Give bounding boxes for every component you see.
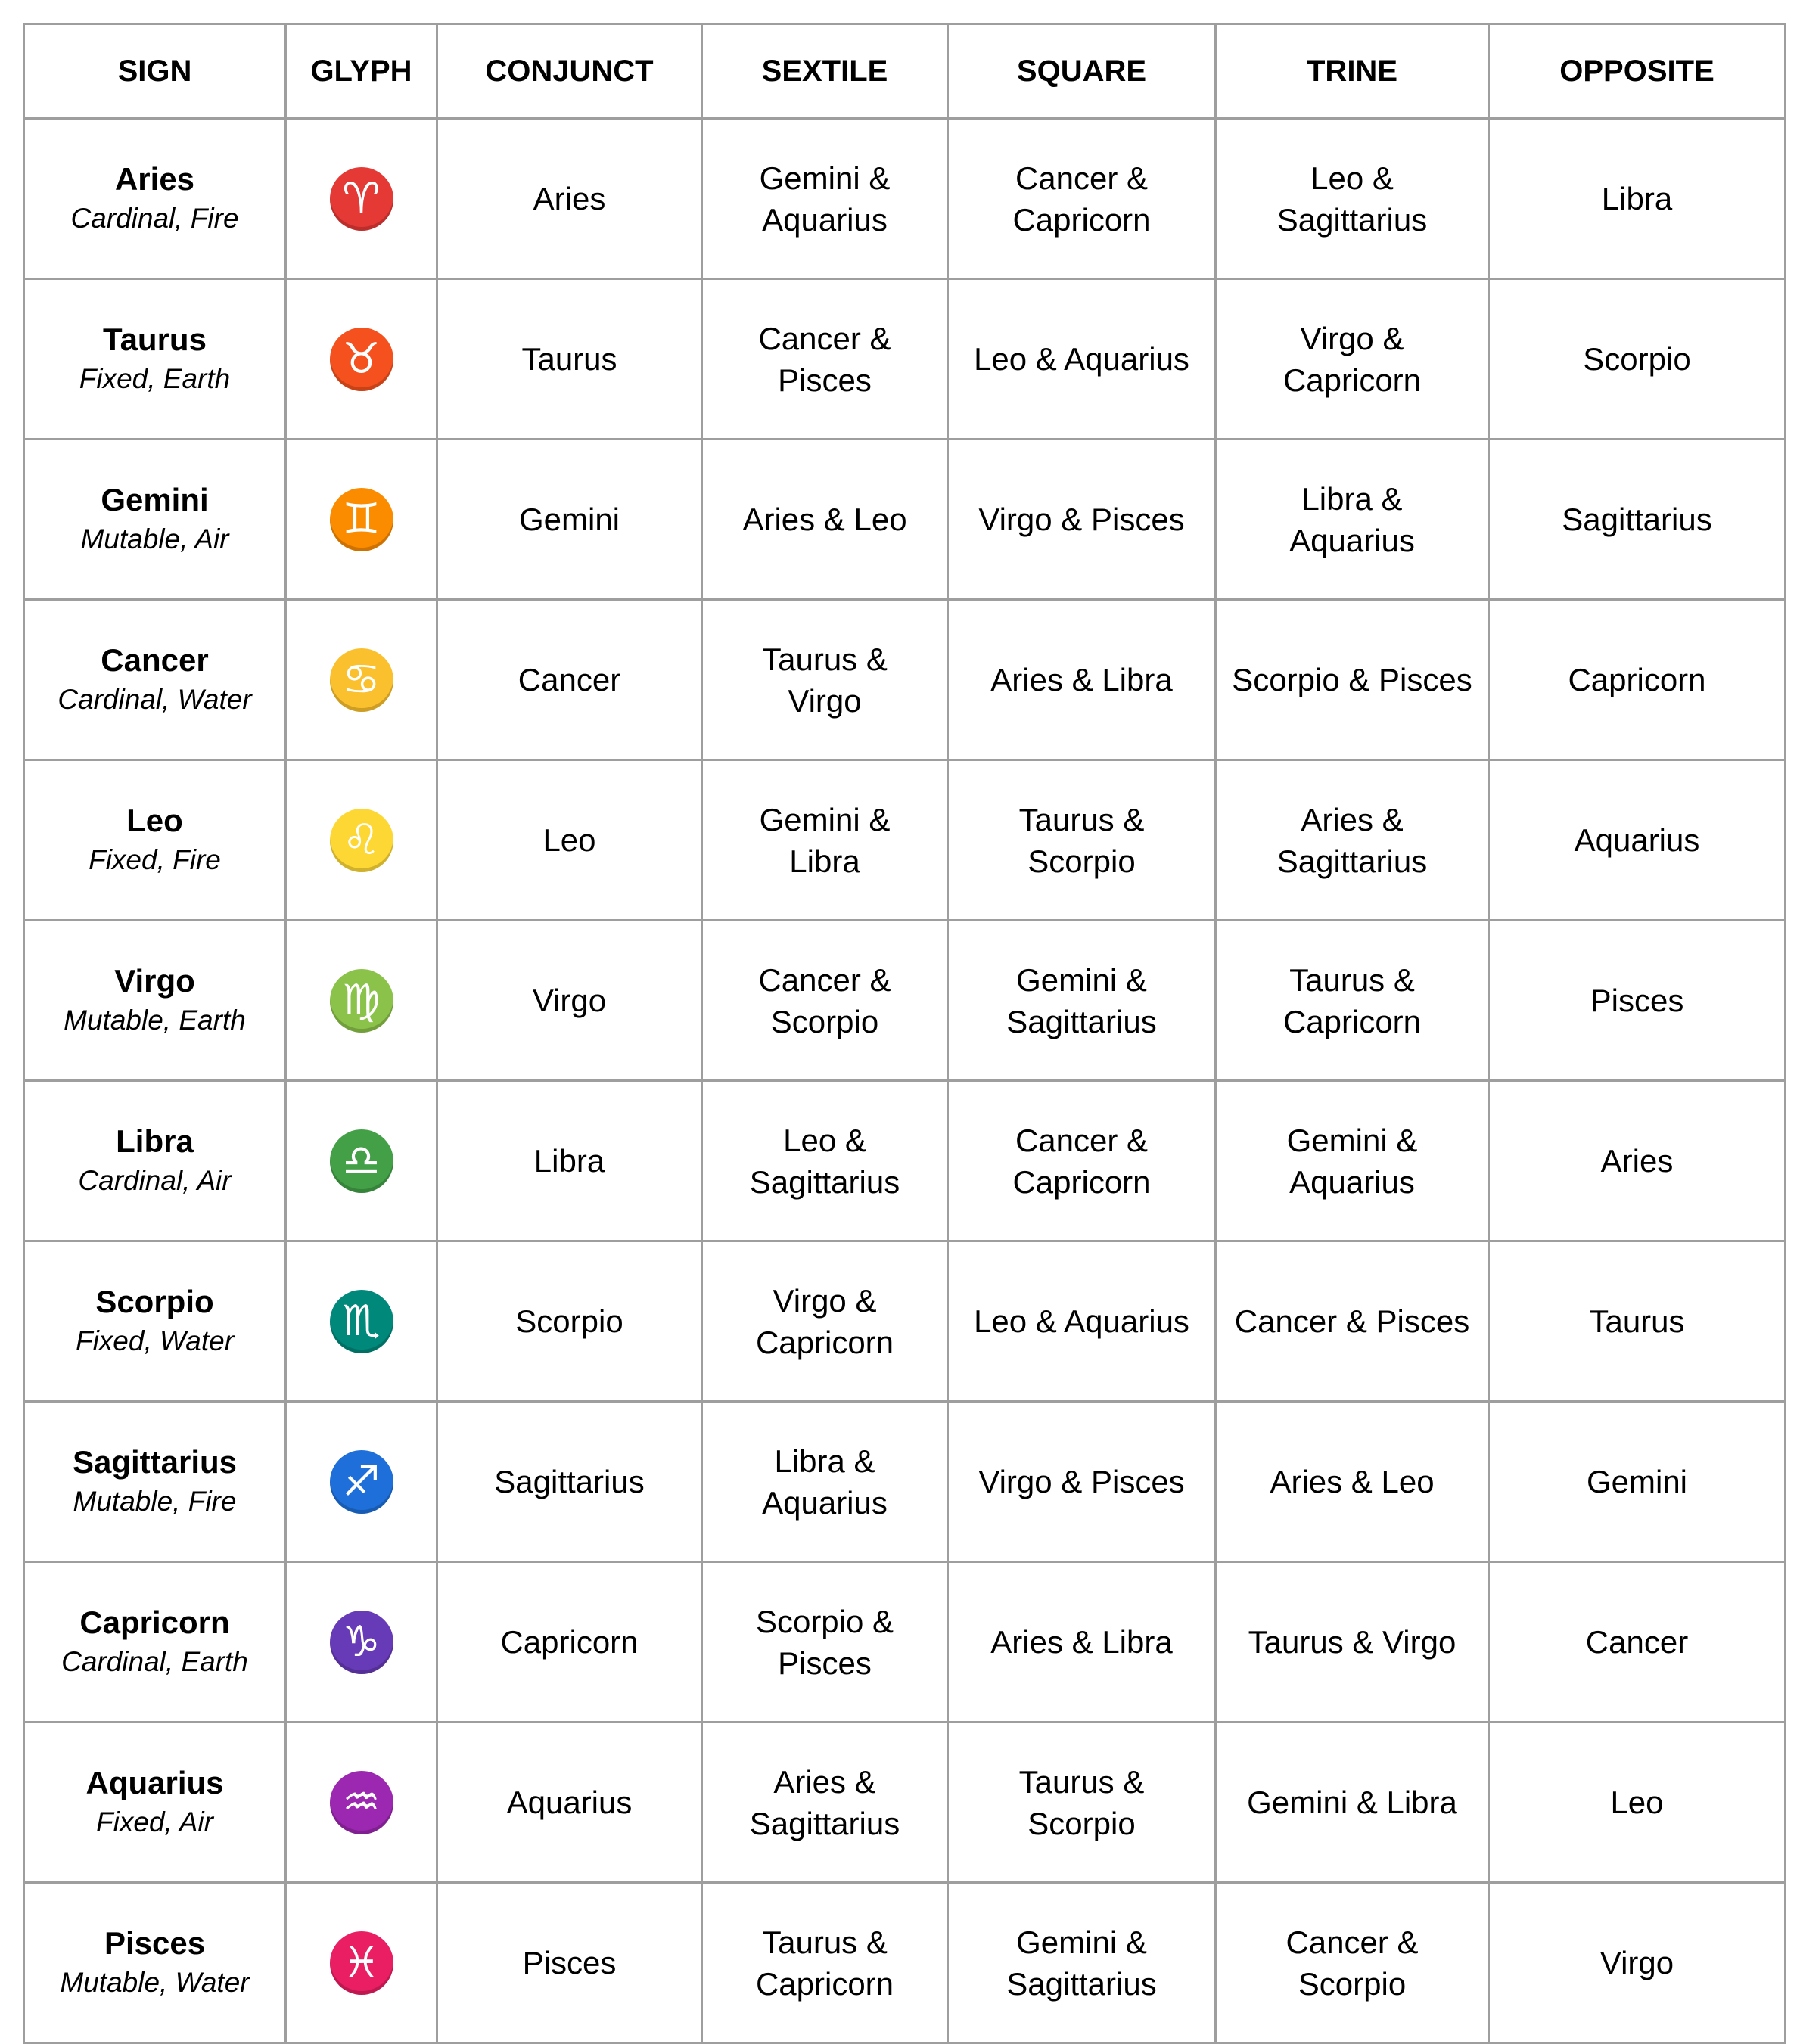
square-cell: [948, 1562, 1216, 1722]
glyph-cell: [286, 1883, 437, 2043]
sign-modality-element: Mutable, Earth: [64, 1004, 246, 1036]
square-cell: [948, 1081, 1216, 1241]
trine-cell: [1216, 1241, 1489, 1402]
sextile-cell: [702, 1081, 948, 1241]
sign-modality-element: Cardinal, Fire: [70, 202, 239, 234]
table-row-libra: [24, 1081, 1786, 1241]
opposite-value: Pisces: [1590, 983, 1684, 1018]
conjunct-cell: [437, 921, 702, 1081]
opposite-cell: [1489, 760, 1786, 921]
sign-name: Pisces: [104, 1924, 206, 1961]
trine-value: Aries & Leo: [1270, 1464, 1435, 1499]
aries-glyph-icon: ♈: [330, 167, 393, 231]
sign-cell: [24, 119, 286, 279]
conjunct-value: Capricorn: [500, 1624, 639, 1660]
square-value: Gemini & Sagittarius: [1006, 961, 1157, 1039]
trine-cell: [1216, 1562, 1489, 1722]
trine-value: Taurus & Capricorn: [1282, 961, 1422, 1039]
sextile-value: Aries & Sagittarius: [749, 1763, 900, 1841]
sign-cell: [24, 279, 286, 440]
sextile-value: Cancer & Pisces: [758, 320, 891, 398]
square-cell: [948, 1241, 1216, 1402]
conjunct-value: Scorpio: [515, 1303, 623, 1339]
conjunct-value: Leo: [542, 822, 596, 858]
opposite-value: Capricorn: [1568, 662, 1706, 697]
trine-value: Scorpio & Pisces: [1232, 662, 1472, 697]
glyph-cell: [286, 1722, 437, 1883]
table-row-sagittarius: [24, 1402, 1786, 1562]
square-value: Leo & Aquarius: [974, 341, 1189, 377]
sextile-value: Leo & Sagittarius: [749, 1122, 900, 1200]
aquarius-glyph-icon: ♒: [330, 1771, 393, 1834]
trine-cell: [1216, 600, 1489, 760]
opposite-cell: [1489, 1562, 1786, 1722]
conjunct-value: Aquarius: [506, 1785, 633, 1820]
sign-name: Aries: [114, 160, 195, 197]
sign-name: Capricorn: [79, 1604, 230, 1640]
sign-name: Leo: [126, 802, 183, 838]
sextile-cell: [702, 760, 948, 921]
trine-cell: [1216, 1081, 1489, 1241]
square-value: Virgo & Pisces: [978, 1464, 1185, 1499]
trine-value: Cancer & Scorpio: [1285, 1924, 1419, 2002]
opposite-value: Virgo: [1599, 1945, 1674, 1980]
conjunct-cell: [437, 440, 702, 600]
sextile-value: Taurus & Virgo: [762, 641, 888, 719]
glyph-cell: [286, 1562, 437, 1722]
sextile-cell: [702, 600, 948, 760]
opposite-value: Gemini: [1586, 1464, 1688, 1499]
trine-value: Gemini & Libra: [1247, 1785, 1457, 1820]
sign-modality-element: Fixed, Fire: [89, 843, 221, 875]
sign-cell: [24, 760, 286, 921]
sign-modality-element: Cardinal, Water: [58, 683, 252, 715]
glyph-cell: [286, 600, 437, 760]
trine-value: Aries & Sagittarius: [1276, 801, 1428, 879]
square-value: Virgo & Pisces: [978, 502, 1185, 537]
glyph-cell: [286, 1241, 437, 1402]
opposite-cell: [1489, 279, 1786, 440]
scorpio-glyph-icon: ♏: [330, 1290, 393, 1353]
square-value: Leo & Aquarius: [974, 1303, 1189, 1339]
sextile-value: Virgo & Capricorn: [755, 1282, 894, 1360]
sextile-value: Cancer & Scorpio: [758, 961, 891, 1039]
header-sextile: SEXTILE: [702, 24, 948, 119]
sextile-cell: [702, 279, 948, 440]
opposite-value: Scorpio: [1583, 341, 1691, 377]
glyph-cell: [286, 279, 437, 440]
table-row-capricorn: [24, 1562, 1786, 1722]
square-value: Aries & Libra: [990, 662, 1173, 697]
sign-cell: [24, 1241, 286, 1402]
sextile-value: Gemini & Aquarius: [759, 160, 891, 238]
leo-glyph-icon: ♌: [330, 809, 393, 872]
virgo-glyph-icon: ♍: [330, 969, 393, 1033]
opposite-cell: [1489, 1241, 1786, 1402]
header-glyph: GLYPH: [286, 24, 437, 119]
trine-cell: [1216, 279, 1489, 440]
opposite-value: Sagittarius: [1562, 502, 1712, 537]
sextile-cell: [702, 1562, 948, 1722]
trine-value: Cancer & Pisces: [1234, 1303, 1470, 1339]
sign-cell: [24, 600, 286, 760]
square-cell: [948, 1402, 1216, 1562]
square-value: Aries & Libra: [990, 1624, 1173, 1660]
sextile-cell: [702, 1241, 948, 1402]
cancer-glyph-icon: ♋: [330, 648, 393, 712]
sextile-value: Taurus & Capricorn: [755, 1924, 894, 2002]
sign-cell: [24, 1883, 286, 2043]
square-value: Gemini & Sagittarius: [1006, 1924, 1157, 2002]
conjunct-value: Gemini: [518, 502, 620, 537]
square-cell: [948, 1883, 1216, 2043]
sign-modality-element: Mutable, Fire: [73, 1485, 237, 1517]
table-body: [24, 119, 1786, 2043]
conjunct-cell: [437, 119, 702, 279]
conjunct-value: Cancer: [518, 662, 621, 697]
header-sign: SIGN: [24, 24, 286, 119]
sextile-cell: [702, 1722, 948, 1883]
sextile-value: Scorpio & Pisces: [755, 1603, 894, 1681]
opposite-value: Aquarius: [1574, 822, 1700, 858]
glyph-cell: [286, 1081, 437, 1241]
sign-name: Cancer: [101, 641, 209, 678]
sign-modality-element: Mutable, Air: [80, 523, 229, 554]
sign-modality-element: Cardinal, Earth: [61, 1645, 248, 1677]
conjunct-cell: [437, 279, 702, 440]
opposite-value: Leo: [1610, 1785, 1664, 1820]
sign-name: Taurus: [103, 321, 207, 357]
sign-cell: [24, 921, 286, 1081]
sextile-value: Aries & Leo: [742, 502, 907, 537]
conjunct-cell: [437, 1081, 702, 1241]
square-value: Taurus & Scorpio: [1018, 801, 1145, 879]
conjunct-cell: [437, 1402, 702, 1562]
trine-value: Taurus & Virgo: [1248, 1624, 1456, 1660]
trine-cell: [1216, 1402, 1489, 1562]
conjunct-value: Aries: [533, 181, 606, 216]
table-row-cancer: [24, 600, 1786, 760]
table-row-pisces: [24, 1883, 1786, 2043]
glyph-cell: [286, 440, 437, 600]
square-cell: [948, 279, 1216, 440]
glyph-cell: [286, 760, 437, 921]
sextile-cell: [702, 921, 948, 1081]
sign-cell: [24, 1402, 286, 1562]
opposite-cell: [1489, 1081, 1786, 1241]
trine-cell: [1216, 921, 1489, 1081]
glyph-cell: [286, 119, 437, 279]
conjunct-cell: [437, 1722, 702, 1883]
sign-cell: [24, 1562, 286, 1722]
libra-glyph-icon: ♎: [330, 1129, 393, 1193]
sagittarius-glyph-icon: ♐: [330, 1450, 393, 1514]
sign-cell: [24, 1722, 286, 1883]
table-row-virgo: [24, 921, 1786, 1081]
trine-value: Libra & Aquarius: [1289, 480, 1415, 558]
header-row: [24, 24, 1786, 119]
sign-name: Virgo: [114, 962, 195, 999]
square-value: Cancer & Capricorn: [1012, 160, 1151, 238]
capricorn-glyph-icon: ♑: [330, 1611, 393, 1674]
opposite-value: Cancer: [1585, 1624, 1689, 1660]
square-cell: [948, 440, 1216, 600]
table-row-leo: [24, 760, 1786, 921]
conjunct-value: Sagittarius: [494, 1464, 645, 1499]
trine-cell: [1216, 760, 1489, 921]
trine-value: Virgo & Capricorn: [1282, 320, 1422, 398]
gemini-glyph-icon: ♊: [330, 488, 393, 551]
opposite-cell: [1489, 119, 1786, 279]
sign-modality-element: Cardinal, Air: [78, 1164, 232, 1196]
opposite-value: Aries: [1600, 1143, 1674, 1179]
conjunct-value: Virgo: [532, 983, 607, 1018]
conjunct-value: Pisces: [522, 1945, 617, 1980]
conjunct-cell: [437, 1883, 702, 2043]
header-conjunct: CONJUNCT: [437, 24, 702, 119]
header-trine: TRINE: [1216, 24, 1489, 119]
square-value: Cancer & Capricorn: [1012, 1122, 1151, 1200]
sextile-cell: [702, 119, 948, 279]
square-cell: [948, 760, 1216, 921]
trine-cell: [1216, 1722, 1489, 1883]
conjunct-cell: [437, 760, 702, 921]
sign-name: Libra: [116, 1123, 194, 1159]
square-value: Taurus & Scorpio: [1018, 1763, 1145, 1841]
square-cell: [948, 921, 1216, 1081]
opposite-cell: [1489, 1402, 1786, 1562]
sextile-value: Gemini & Libra: [759, 801, 891, 879]
zodiac-aspects-table: [23, 23, 1786, 2044]
glyph-cell: [286, 1402, 437, 1562]
sign-name: Scorpio: [95, 1283, 214, 1319]
opposite-cell: [1489, 1722, 1786, 1883]
pisces-glyph-icon: ♓: [330, 1931, 393, 1995]
sextile-cell: [702, 440, 948, 600]
sign-name: Sagittarius: [72, 1443, 238, 1480]
conjunct-cell: [437, 1562, 702, 1722]
trine-cell: [1216, 119, 1489, 279]
sextile-value: Libra & Aquarius: [762, 1443, 888, 1521]
trine-cell: [1216, 440, 1489, 600]
square-cell: [948, 119, 1216, 279]
sign-modality-element: Fixed, Earth: [79, 362, 231, 394]
sextile-cell: [702, 1883, 948, 2043]
conjunct-cell: [437, 600, 702, 760]
opposite-value: Taurus: [1589, 1303, 1685, 1339]
table-row-aries: [24, 119, 1786, 279]
opposite-cell: [1489, 440, 1786, 600]
sextile-cell: [702, 1402, 948, 1562]
glyph-cell: [286, 921, 437, 1081]
sign-name: Aquarius: [85, 1764, 224, 1800]
sign-cell: [24, 440, 286, 600]
taurus-glyph-icon: ♉: [330, 328, 393, 391]
opposite-cell: [1489, 600, 1786, 760]
opposite-value: Libra: [1601, 181, 1673, 216]
trine-value: Gemini & Aquarius: [1286, 1122, 1418, 1200]
table-row-gemini: [24, 440, 1786, 600]
opposite-cell: [1489, 921, 1786, 1081]
sign-name: Gemini: [101, 481, 209, 517]
square-cell: [948, 600, 1216, 760]
table-row-aquarius: [24, 1722, 1786, 1883]
square-cell: [948, 1722, 1216, 1883]
conjunct-value: Taurus: [521, 341, 617, 377]
sign-modality-element: Fixed, Air: [96, 1806, 213, 1837]
header-opposite: OPPOSITE: [1489, 24, 1786, 119]
table-row-scorpio: [24, 1241, 1786, 1402]
conjunct-value: Libra: [533, 1143, 605, 1179]
opposite-cell: [1489, 1883, 1786, 2043]
table-row-taurus: [24, 279, 1786, 440]
trine-value: Leo & Sagittarius: [1276, 160, 1428, 238]
sign-modality-element: Mutable, Water: [60, 1966, 250, 1998]
header-square: SQUARE: [948, 24, 1216, 119]
conjunct-cell: [437, 1241, 702, 1402]
trine-cell: [1216, 1883, 1489, 2043]
sign-cell: [24, 1081, 286, 1241]
sign-modality-element: Fixed, Water: [75, 1325, 235, 1356]
